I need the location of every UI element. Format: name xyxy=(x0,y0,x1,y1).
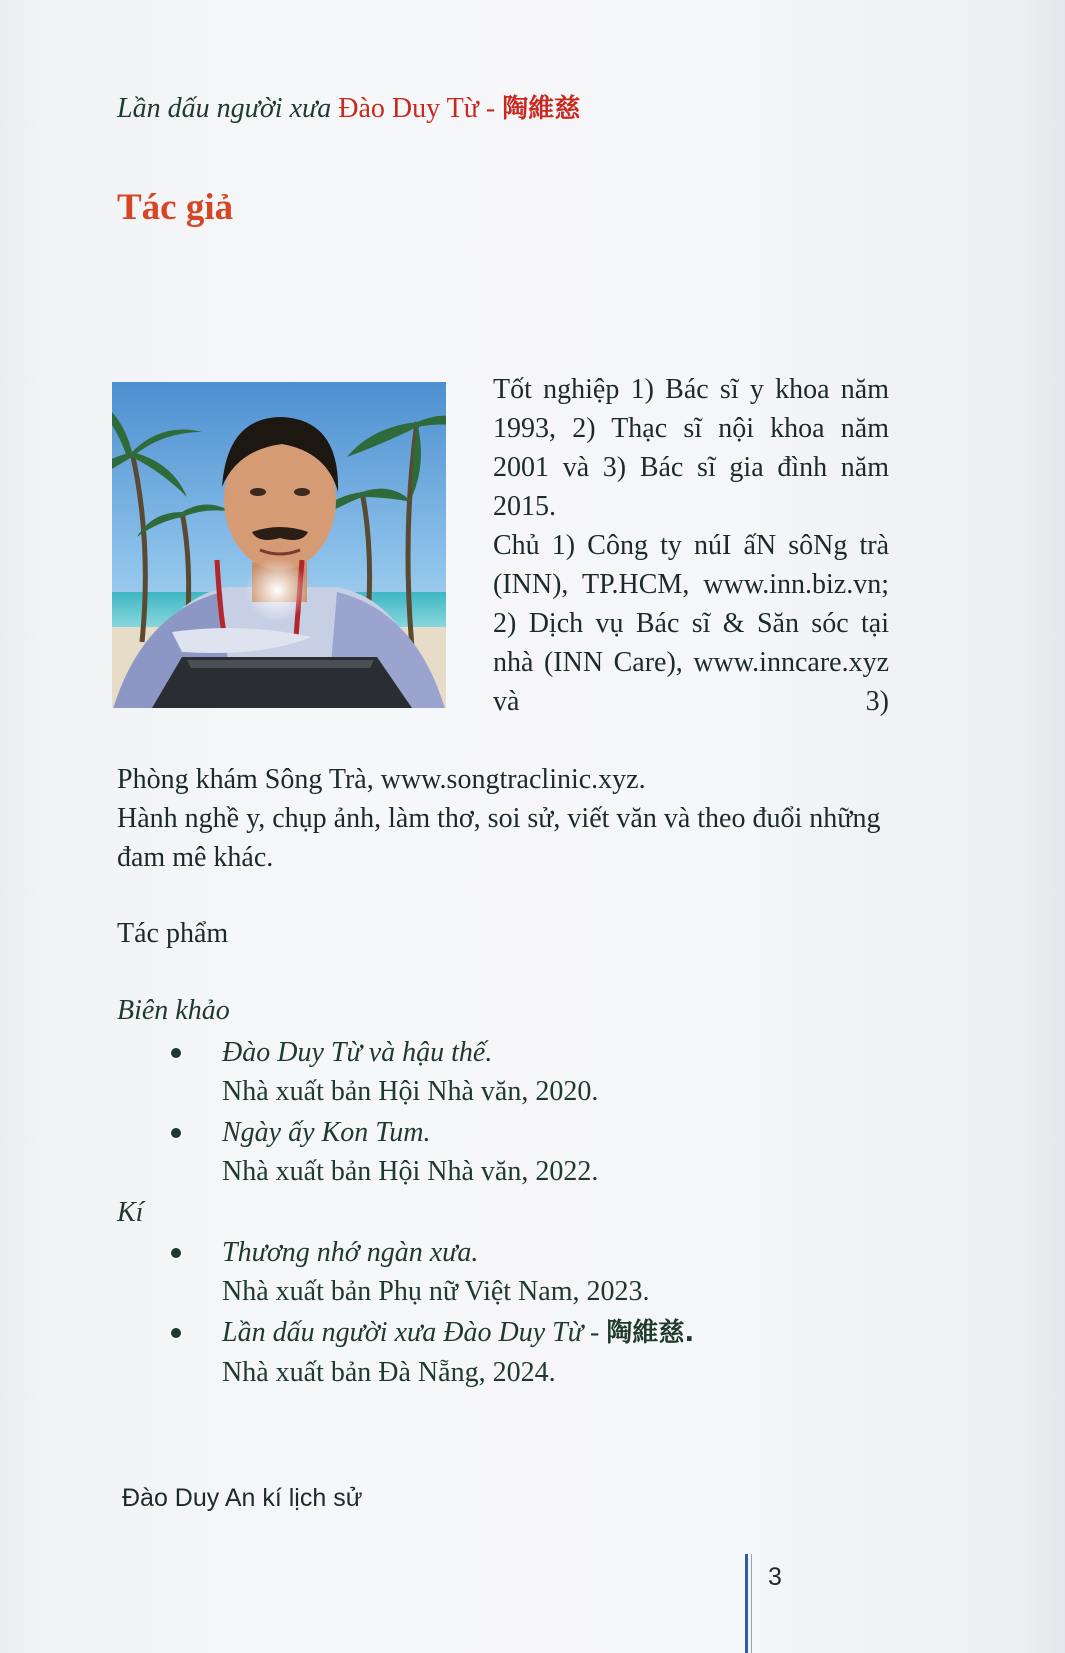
bio-education: Tốt nghiệp 1) Bác sĩ y khoa năm 1993, 2) Thạc sĩ nội khoa năm 2001 và 3) Bác sĩ gia đình năm 2015. xyxy=(493,374,889,522)
work-publisher: Nhà xuất bản Hội Nhà văn, 2022. xyxy=(222,1156,599,1187)
work-title-han: 陶維慈. xyxy=(606,1318,695,1348)
bio-side-column xyxy=(493,370,889,721)
page-number: 3 xyxy=(768,1563,782,1591)
header-name: Đào Duy Từ - xyxy=(338,93,496,124)
page-rule xyxy=(745,1554,748,1653)
work-title-text: Lần dấu người xưa Đào Duy Từ - xyxy=(222,1317,600,1348)
bio-owner-part2: Phòng khám Sông Trà, www.songtraclinic.xyz. xyxy=(117,764,646,795)
work-item xyxy=(168,1313,928,1392)
work-title: Thương nhớ ngàn xưa. xyxy=(222,1237,479,1268)
bio-full-width xyxy=(117,760,889,877)
bio-owner-part1: Chủ 1) Công ty núI ấN sôNg trà (INN), TP.HCM, www.inn.biz.vn; 2) Dịch vụ Bác sĩ & Săn sóc tại nhà (INN Care), www.inncare.xyz và 3) xyxy=(493,530,889,717)
running-header xyxy=(117,88,580,125)
author-photo xyxy=(112,382,446,708)
work-title xyxy=(222,1313,928,1353)
work-title: Ngày ấy Kon Tum. xyxy=(222,1117,431,1148)
work-title: Đào Duy Từ và hậu thế. xyxy=(222,1037,493,1068)
bullet-icon xyxy=(171,1248,181,1258)
category-memoir: Kí xyxy=(117,1197,144,1228)
bullet-icon xyxy=(171,1128,181,1138)
bullet-icon xyxy=(171,1048,181,1058)
works-label: Tác phẩm xyxy=(117,918,229,949)
category-research: Biên khảo xyxy=(117,995,230,1026)
bullet-icon xyxy=(171,1328,181,1338)
work-publisher: Nhà xuất bản Phụ nữ Việt Nam, 2023. xyxy=(222,1276,650,1307)
header-han: 陶維慈 xyxy=(502,94,581,124)
work-item xyxy=(168,1233,928,1311)
running-footer: Đào Duy An kí lịch sử xyxy=(122,1484,363,1512)
work-item xyxy=(168,1033,928,1111)
work-publisher: Nhà xuất bản Hội Nhà văn, 2020. xyxy=(222,1076,599,1107)
work-publisher: Nhà xuất bản Đà Nẵng, 2024. xyxy=(222,1357,556,1388)
header-prefix: Lần dấu người xưa xyxy=(117,93,332,124)
bio-practice: Hành nghề y, chụp ảnh, làm thơ, soi sử, viết văn và theo đuổi những đam mê khác. xyxy=(117,803,881,873)
section-title: Tác giả xyxy=(117,187,234,228)
page-rule-thin xyxy=(751,1554,752,1653)
work-item xyxy=(168,1113,928,1191)
